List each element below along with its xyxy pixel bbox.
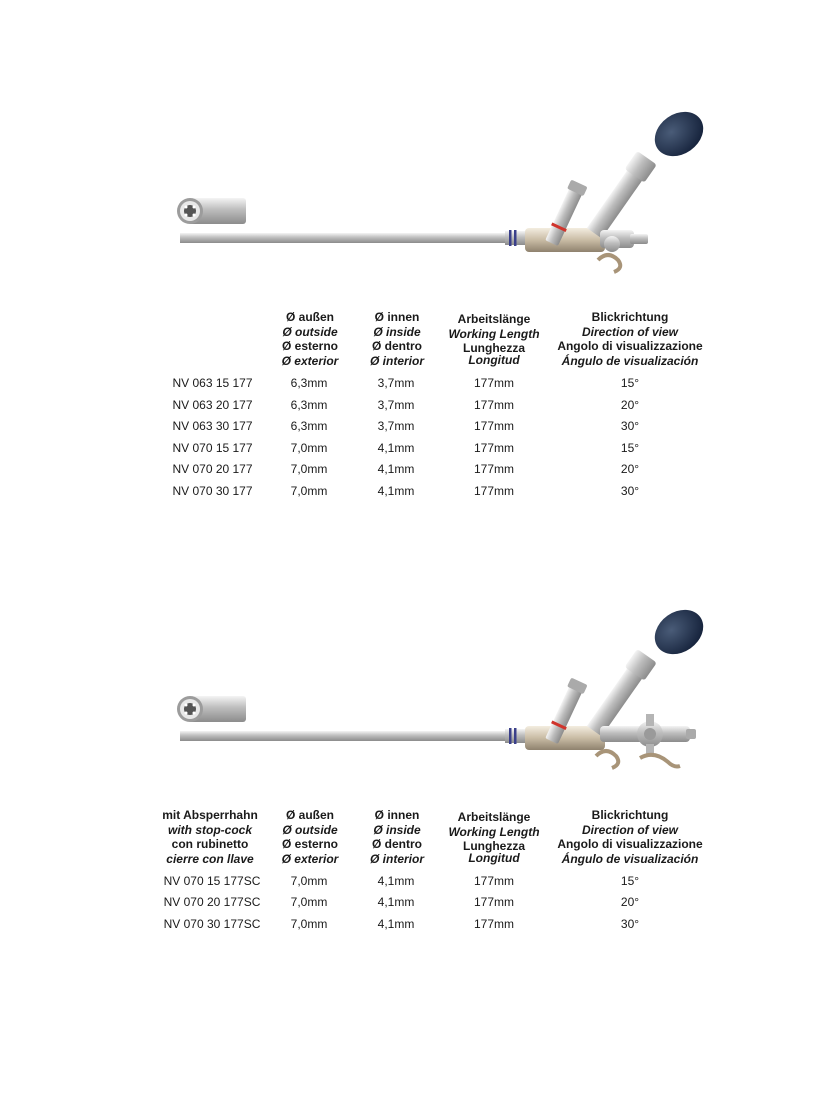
header-outside: Ø außen Ø outside Ø esterno Ø exterior xyxy=(281,808,339,866)
view-direction: 30° xyxy=(620,419,640,433)
working-length: 177mm xyxy=(473,895,514,909)
inside-diameter: 4,1mm xyxy=(377,441,415,455)
header-inside: Ø innen Ø inside Ø dentro Ø interior xyxy=(369,310,424,368)
inside-diameter: 4,1mm xyxy=(377,895,415,909)
header-stopcock: mit Absperrhahn with stop-cock con rubinetto cierre con llave xyxy=(162,808,258,866)
endoscope-image-1 xyxy=(0,100,826,280)
working-length: 177mm xyxy=(473,419,514,433)
product-code: NV 070 15 177 xyxy=(172,441,253,455)
working-length: 177mm xyxy=(473,462,514,476)
view-direction: 20° xyxy=(620,895,640,909)
header-direction: Blickrichtung Direction of view Angolo di visualizzazione Ángulo de visualización xyxy=(557,310,703,368)
outside-diameter: 7,0mm xyxy=(290,874,328,888)
view-direction: 30° xyxy=(620,484,640,498)
view-direction: 20° xyxy=(620,462,640,476)
product-code: NV 070 20 177 xyxy=(172,462,253,476)
inside-diameter: 4,1mm xyxy=(377,462,415,476)
outside-diameter: 7,0mm xyxy=(290,917,328,931)
product-code: NV 070 30 177SC xyxy=(163,917,261,931)
table-row xyxy=(0,484,826,504)
table-row xyxy=(0,917,826,937)
view-direction: 30° xyxy=(620,917,640,931)
working-length: 177mm xyxy=(473,917,514,931)
header-inside: Ø innen Ø inside Ø dentro Ø interior xyxy=(369,808,424,866)
product-code: NV 070 30 177 xyxy=(172,484,253,498)
table-row xyxy=(0,398,826,418)
tip-detail xyxy=(177,198,246,224)
outside-diameter: 7,0mm xyxy=(290,895,328,909)
header-outside: Ø außen Ø outside Ø esterno Ø exterior xyxy=(281,310,339,368)
working-length: 177mm xyxy=(473,398,514,412)
header-length: Arbeitslänge Working Length Lunghezza Longitud xyxy=(448,312,540,367)
table-row xyxy=(0,376,826,396)
inside-diameter: 3,7mm xyxy=(377,419,415,433)
outside-diameter: 7,0mm xyxy=(290,462,328,476)
product-code: NV 063 15 177 xyxy=(172,376,253,390)
outside-diameter: 7,0mm xyxy=(290,484,328,498)
endoscope-image-2 xyxy=(0,598,826,778)
working-length: 177mm xyxy=(473,874,514,888)
view-direction: 15° xyxy=(620,376,640,390)
view-direction: 15° xyxy=(620,874,640,888)
view-direction: 20° xyxy=(620,398,640,412)
working-length: 177mm xyxy=(473,376,514,390)
outside-diameter: 6,3mm xyxy=(290,419,328,433)
inside-diameter: 4,1mm xyxy=(377,484,415,498)
table-row xyxy=(0,874,826,894)
inside-diameter: 3,7mm xyxy=(377,398,415,412)
header-length: Arbeitslänge Working Length Lunghezza Longitud xyxy=(448,810,540,865)
inside-diameter: 3,7mm xyxy=(377,376,415,390)
table-row xyxy=(0,419,826,439)
table-row xyxy=(0,441,826,461)
table-row xyxy=(0,462,826,482)
product-code: NV 070 20 177SC xyxy=(163,895,261,909)
inside-diameter: 4,1mm xyxy=(377,917,415,931)
working-length: 177mm xyxy=(473,484,514,498)
outside-diameter: 6,3mm xyxy=(290,398,328,412)
header-direction: Blickrichtung Direction of view Angolo di visualizzazione Ángulo de visualización xyxy=(557,808,703,866)
product-code: NV 070 15 177SC xyxy=(163,874,261,888)
product-code: NV 063 20 177 xyxy=(172,398,253,412)
outside-diameter: 6,3mm xyxy=(290,376,328,390)
table-row xyxy=(0,895,826,915)
working-length: 177mm xyxy=(473,441,514,455)
product-code: NV 063 30 177 xyxy=(172,419,253,433)
inside-diameter: 4,1mm xyxy=(377,874,415,888)
tip-detail xyxy=(177,696,246,722)
view-direction: 15° xyxy=(620,441,640,455)
outside-diameter: 7,0mm xyxy=(290,441,328,455)
